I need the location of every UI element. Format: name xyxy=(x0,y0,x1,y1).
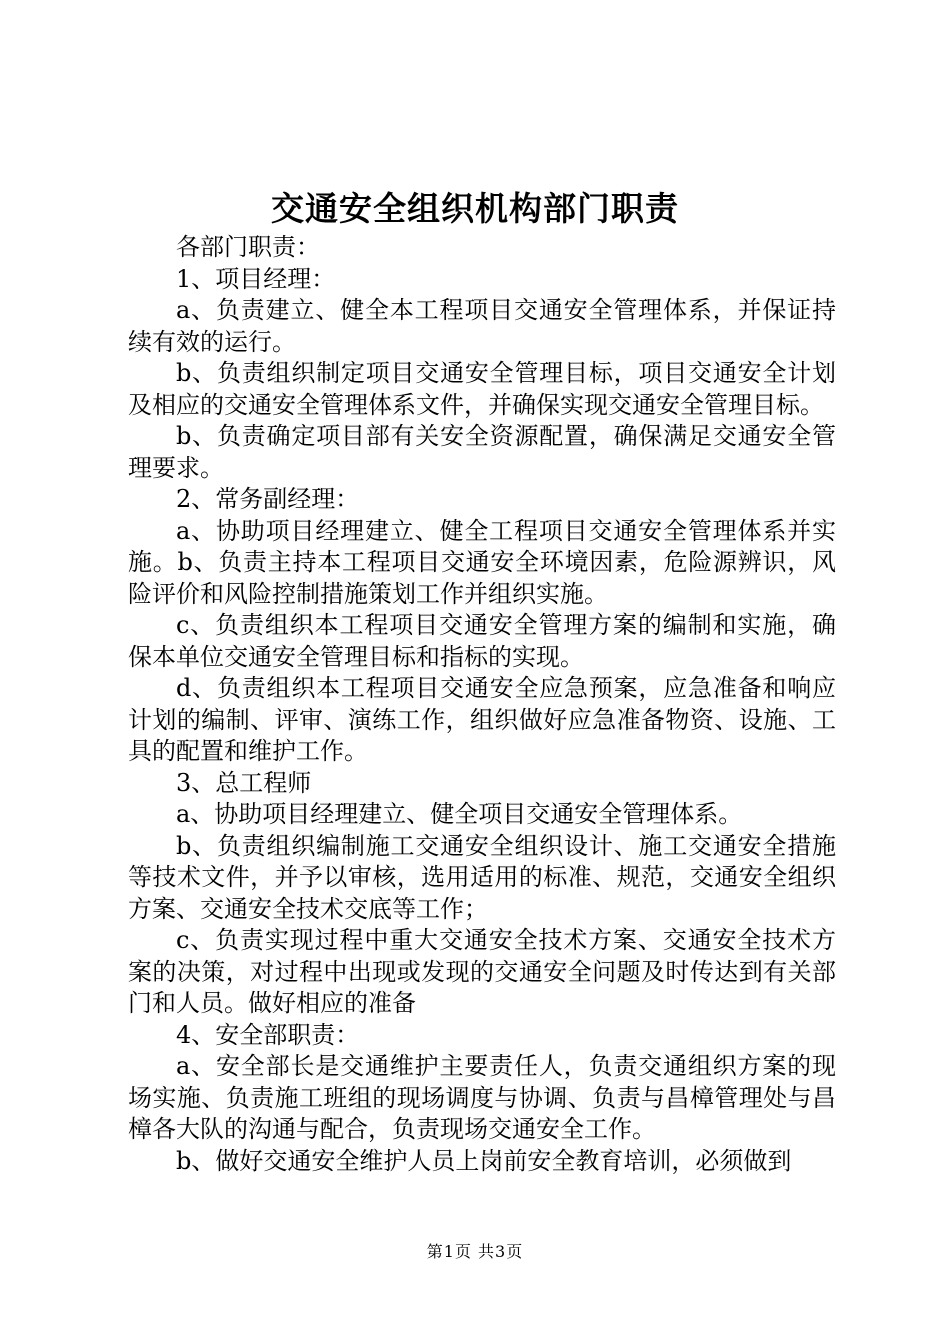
paragraph: a、安全部长是交通维护主要责任人，负责交通组织方案的现场实施、负责施工班组的现场调度与协调、负责与昌樟管理处与昌樟各大队的沟通与配合，负责现场交通安全工作。 xyxy=(128,1052,836,1143)
paragraph: b、做好交通安全维护人员上岗前安全教育培训，必须做到 xyxy=(176,1146,792,1175)
page-indicator: 第1页 共3页 xyxy=(426,1242,524,1261)
paragraph: b、负责确定项目部有关安全资源配置，确保满足交通安全管理要求。 xyxy=(128,422,836,482)
paragraph: 2、常务副经理： xyxy=(176,485,360,513)
paragraph: a、协助项目经理建立、健全项目交通安全管理体系。 xyxy=(176,800,743,828)
document-body xyxy=(128,232,836,1177)
paragraph: 3、总工程师 xyxy=(176,768,312,797)
paragraph: c、负责实现过程中重大交通安全技术方案、交通安全技术方案的决策，对过程中出现或发现的交通安全问题及时传达到有关部门和人员。做好相应的准备 xyxy=(128,926,836,1017)
paragraph: a、负责建立、健全本工程项目交通安全管理体系，并保证持续有效的运行。 xyxy=(128,296,836,356)
paragraph: c、负责组织本工程项目交通安全管理方案的编制和实施，确保本单位交通安全管理目标和指标的实现。 xyxy=(128,611,836,671)
paragraph: 1、项目经理： xyxy=(176,264,336,293)
document-title: 交通安全组织机构部门职责 xyxy=(271,189,679,228)
paragraph: b、负责组织制定项目交通安全管理目标，项目交通安全计划及相应的交通安全管理体系文件，并确保实现交通安全管理目标。 xyxy=(128,359,836,419)
paragraph: 各部门职责： xyxy=(176,233,320,261)
paragraph: a、协助项目经理建立、健全工程项目交通安全管理体系并实施。b、负责主持本工程项目交通安全环境因素，危险源辨识，风险评价和风险控制措施策划工作并组织实施。 xyxy=(128,516,836,608)
paragraph: d、负责组织本工程项目交通安全应急预案，应急准备和响应计划的编制、评审、演练工作，组织做好应急准备物资、设施、工具的配置和维护工作。 xyxy=(128,674,836,765)
paragraph: 4、安全部职责： xyxy=(176,1020,360,1049)
paragraph: b、负责组织编制施工交通安全组织设计、施工交通安全措施等技术文件，并予以审核，选用适用的标准、规范，交通安全组织方案、交通安全技术交底等工作； xyxy=(128,831,836,923)
